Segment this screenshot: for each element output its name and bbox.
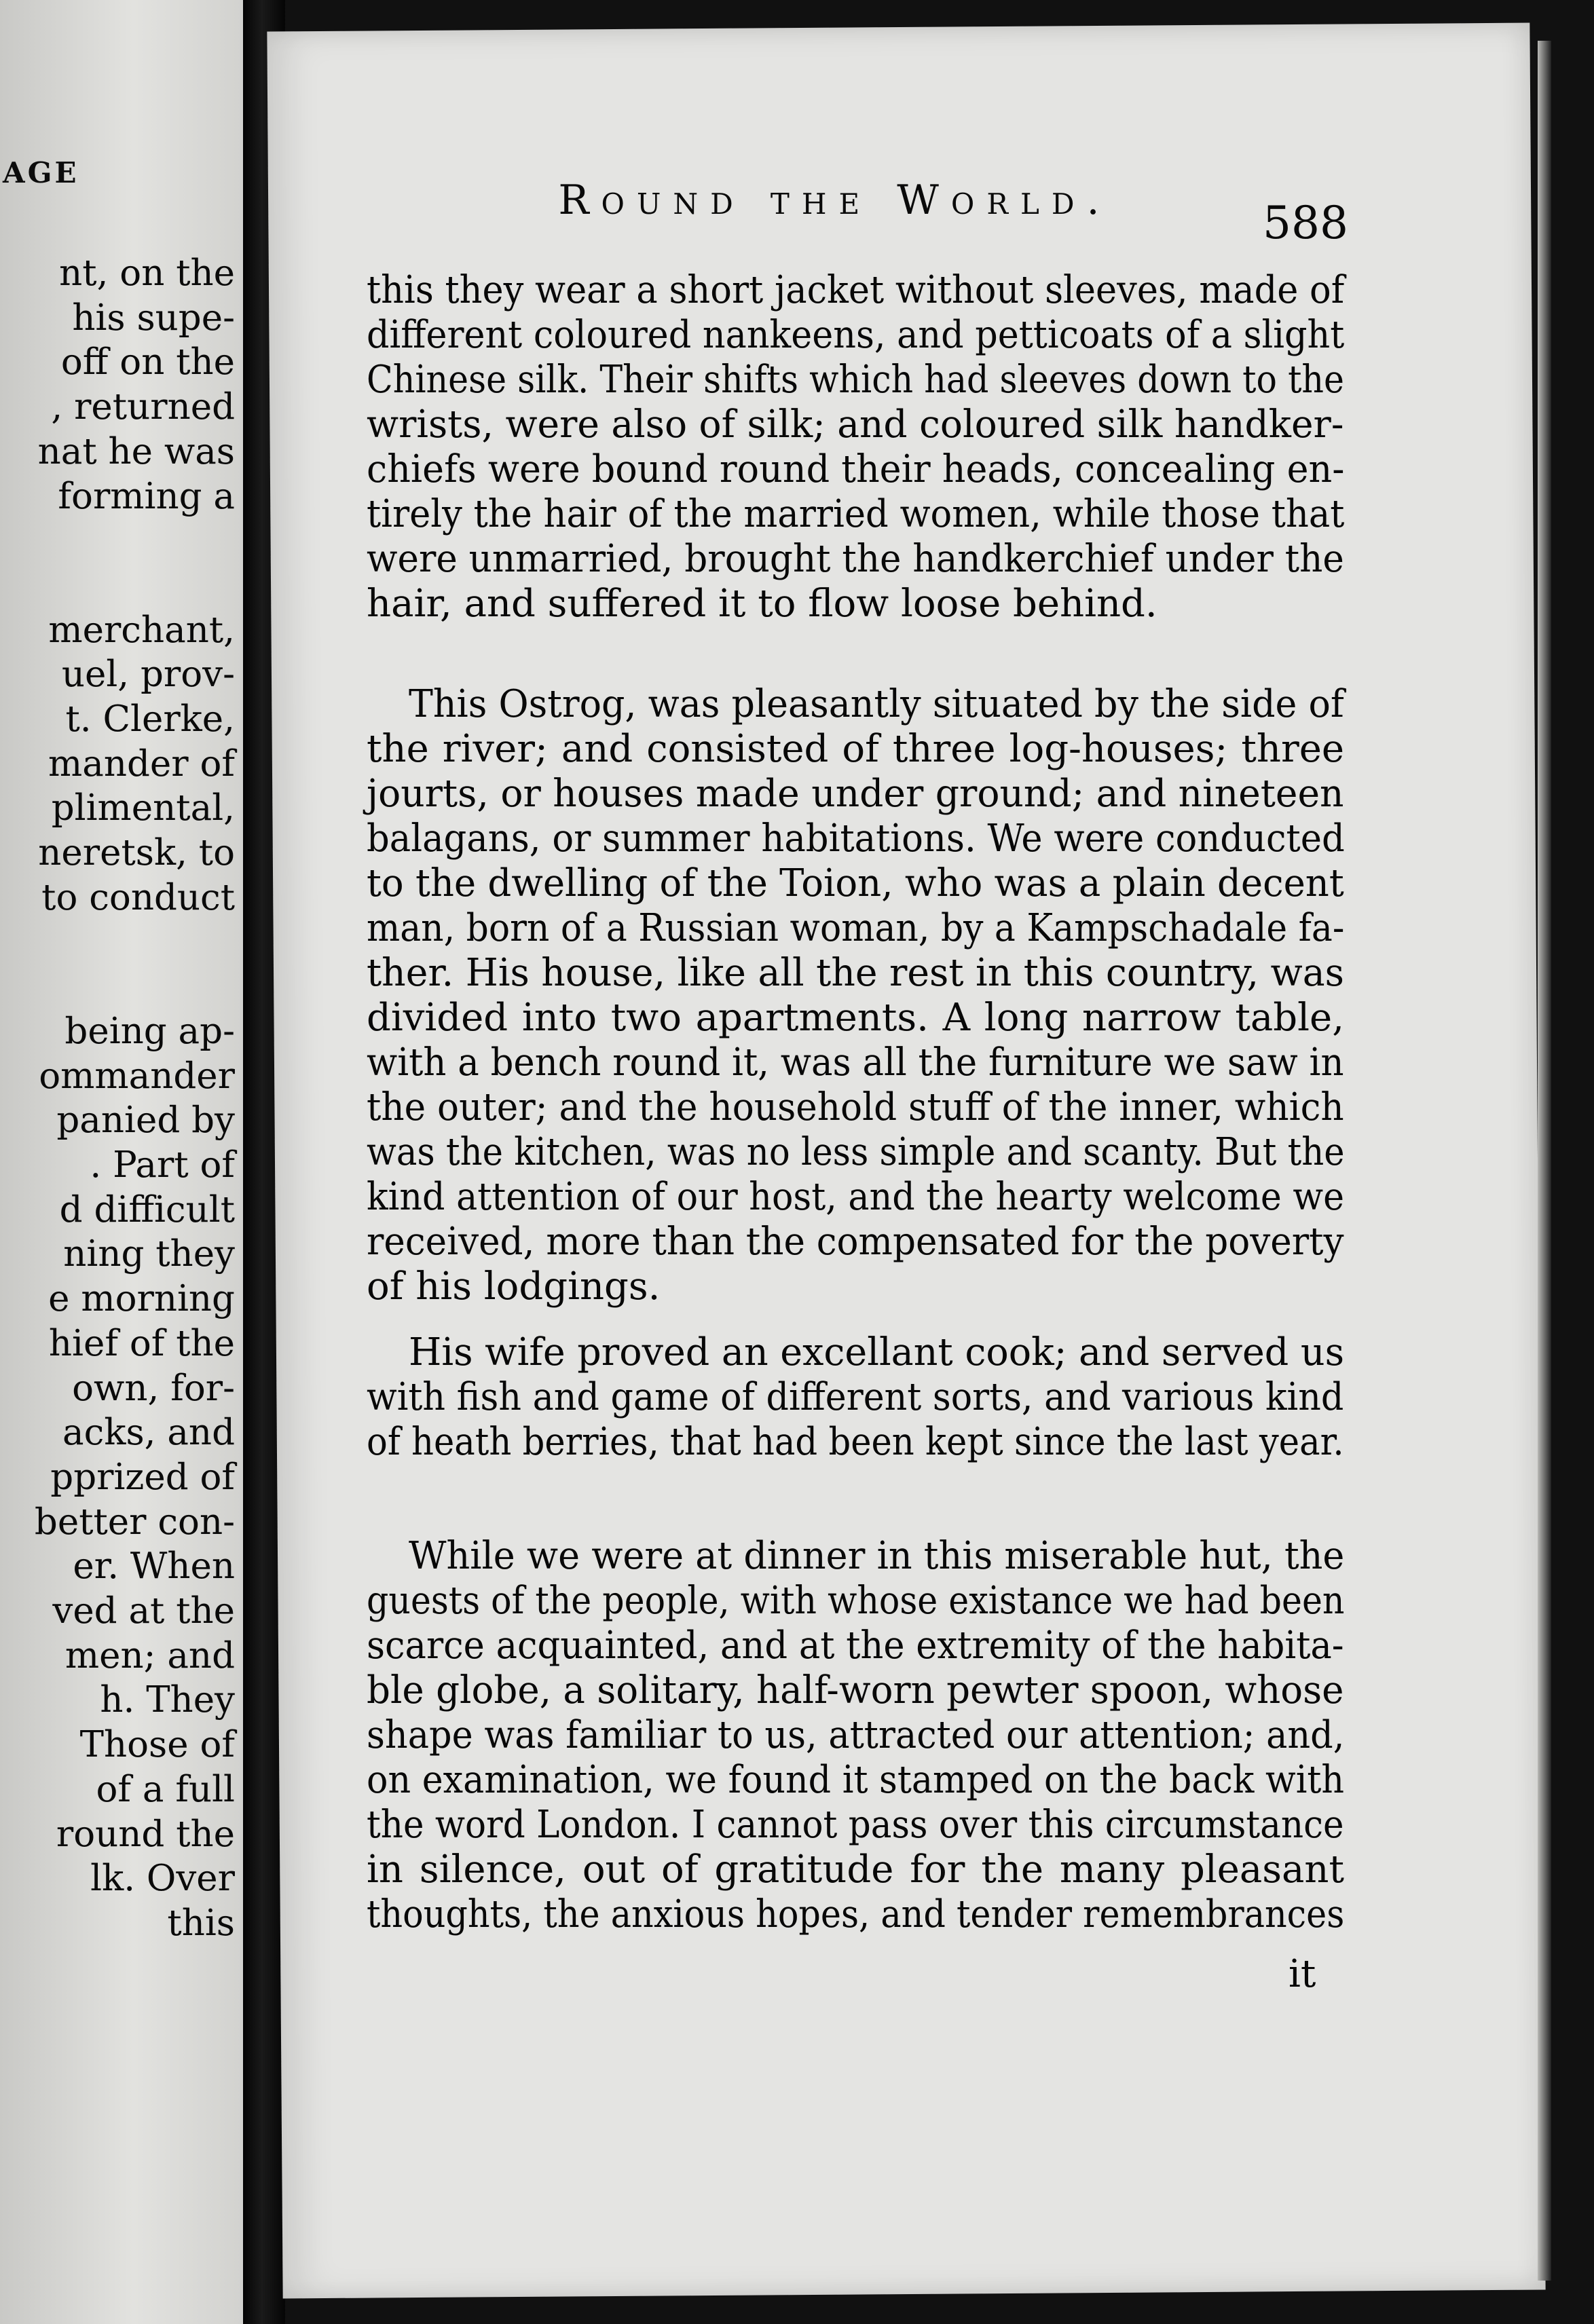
left-page-line: acks, and bbox=[62, 1412, 235, 1454]
text-line: chiefs were bound round their heads, concealing en- bbox=[367, 447, 1345, 491]
page-edge bbox=[1538, 41, 1551, 2281]
left-page-line: Those of bbox=[79, 1724, 235, 1766]
text-line: balagans, or summer habitations. We were conducted bbox=[367, 817, 1345, 861]
left-page-header: AGE bbox=[3, 156, 79, 189]
left-page-line: ved at the bbox=[52, 1590, 235, 1632]
text-line: this they wear a short jacket without sleeves, made of bbox=[367, 268, 1345, 312]
text-line: tirely the hair of the married women, while those that bbox=[367, 492, 1345, 536]
left-page-line: his supe- bbox=[72, 297, 235, 339]
text-line: of his lodgings. bbox=[367, 1264, 661, 1309]
running-head: Round the World. bbox=[558, 176, 1112, 224]
catchword: it bbox=[1289, 1952, 1316, 1996]
left-page-line: ommander bbox=[39, 1055, 235, 1097]
text-line: ble globe, a solitary, half-worn pewter spoon, whose bbox=[367, 1668, 1344, 1712]
left-page-line: mander of bbox=[48, 743, 235, 785]
text-line: hair, and suffered it to flow loose behind. bbox=[367, 582, 1157, 626]
left-page-line: uel, prov- bbox=[61, 654, 235, 696]
left-page-line: better con- bbox=[34, 1501, 235, 1543]
left-page-line: hief of the bbox=[48, 1322, 235, 1364]
text-line: with fish and game of different sorts, and various kind bbox=[367, 1375, 1344, 1419]
text-line: with a bench round it, was all the furniture we saw in bbox=[367, 1041, 1344, 1085]
text-line: in silence, out of gratitude for the many pleasant bbox=[367, 1848, 1344, 1892]
left-page-line: round the bbox=[56, 1813, 235, 1855]
left-page-line: to conduct bbox=[41, 876, 235, 918]
left-page-line: ning they bbox=[63, 1233, 235, 1275]
page-number: 588 bbox=[1263, 197, 1348, 249]
left-page-line: er. When bbox=[73, 1545, 235, 1588]
text-line: different coloured nankeens, and petticoats of a slight bbox=[367, 313, 1345, 357]
left-page-line: lk. Over bbox=[90, 1858, 235, 1900]
text-line: jourts, or houses made under ground; and nineteen bbox=[367, 772, 1344, 816]
left-page-line: forming a bbox=[58, 475, 235, 517]
left-page-line: off on the bbox=[60, 341, 235, 383]
left-page-line: h. They bbox=[100, 1679, 235, 1721]
left-page-line: merchant, bbox=[48, 609, 235, 651]
left-page-line: men; and bbox=[64, 1634, 235, 1676]
text-line: scarce acquainted, and at the extremity of the habita- bbox=[367, 1624, 1344, 1668]
left-page-line: nt, on the bbox=[59, 252, 235, 294]
text-line: Chinese silk. Their shifts which had sleeves down to the bbox=[367, 358, 1345, 402]
left-facing-page bbox=[0, 0, 243, 2324]
left-page-line: d difficult bbox=[59, 1188, 235, 1231]
text-line: While we were at dinner in this miserable hut, the bbox=[409, 1534, 1345, 1578]
text-line: were unmarried, brought the handkerchief under the bbox=[367, 537, 1344, 581]
text-line: His wife proved an excellant cook; and served us bbox=[409, 1330, 1345, 1374]
text-line: man, born of a Russian woman, by a Kampschadale fa- bbox=[367, 906, 1345, 950]
text-line: ther. His house, like all the rest in this country, was bbox=[367, 951, 1344, 995]
text-line: wrists, were also of silk; and coloured silk handker- bbox=[367, 402, 1344, 447]
left-page-line: of a full bbox=[96, 1768, 235, 1810]
left-page-line: , returned bbox=[51, 386, 235, 428]
text-line: to the dwelling of the Toion, who was a plain decent bbox=[367, 861, 1344, 905]
text-line: on examination, we found it stamped on the back with bbox=[367, 1758, 1345, 1802]
text-line: was the kitchen, was no less simple and scanty. But the bbox=[367, 1130, 1345, 1174]
left-page-line: pprized of bbox=[50, 1456, 235, 1498]
left-page-line: . Part of bbox=[90, 1144, 235, 1186]
left-page-line: being ap- bbox=[64, 1010, 235, 1052]
left-page-line: t. Clerke, bbox=[65, 698, 235, 740]
left-page-line: neretsk, to bbox=[38, 832, 235, 874]
text-line: This Ostrog, was pleasantly situated by the side of bbox=[409, 682, 1344, 726]
left-page-line: this bbox=[167, 1902, 235, 1944]
text-line: guests of the people, with whose existance we had been bbox=[367, 1579, 1345, 1623]
left-page-line: nat he was bbox=[37, 430, 235, 472]
left-page-line: own, for- bbox=[72, 1367, 235, 1409]
left-page-line: e morning bbox=[48, 1278, 235, 1320]
text-line: of heath berries, that had been kept since the last year. bbox=[367, 1420, 1344, 1464]
text-line: the river; and consisted of three log-houses; three bbox=[367, 727, 1344, 771]
left-page-line: panied by bbox=[56, 1100, 235, 1142]
text-line: the outer; and the household stuff of the inner, which bbox=[367, 1085, 1344, 1129]
text-line: shape was familiar to us, attracted our attention; and, bbox=[367, 1713, 1345, 1757]
text-line: received, more than the compensated for the poverty bbox=[367, 1220, 1344, 1264]
text-line: divided into two apartments. A long narrow table, bbox=[367, 996, 1344, 1040]
text-line: kind attention of our host, and the hearty welcome we bbox=[367, 1175, 1345, 1219]
text-line: thoughts, the anxious hopes, and tender remembrances bbox=[367, 1892, 1345, 1936]
left-page-line: plimental, bbox=[51, 787, 235, 829]
text-line: the word London. I cannot pass over this circumstance bbox=[367, 1803, 1344, 1847]
